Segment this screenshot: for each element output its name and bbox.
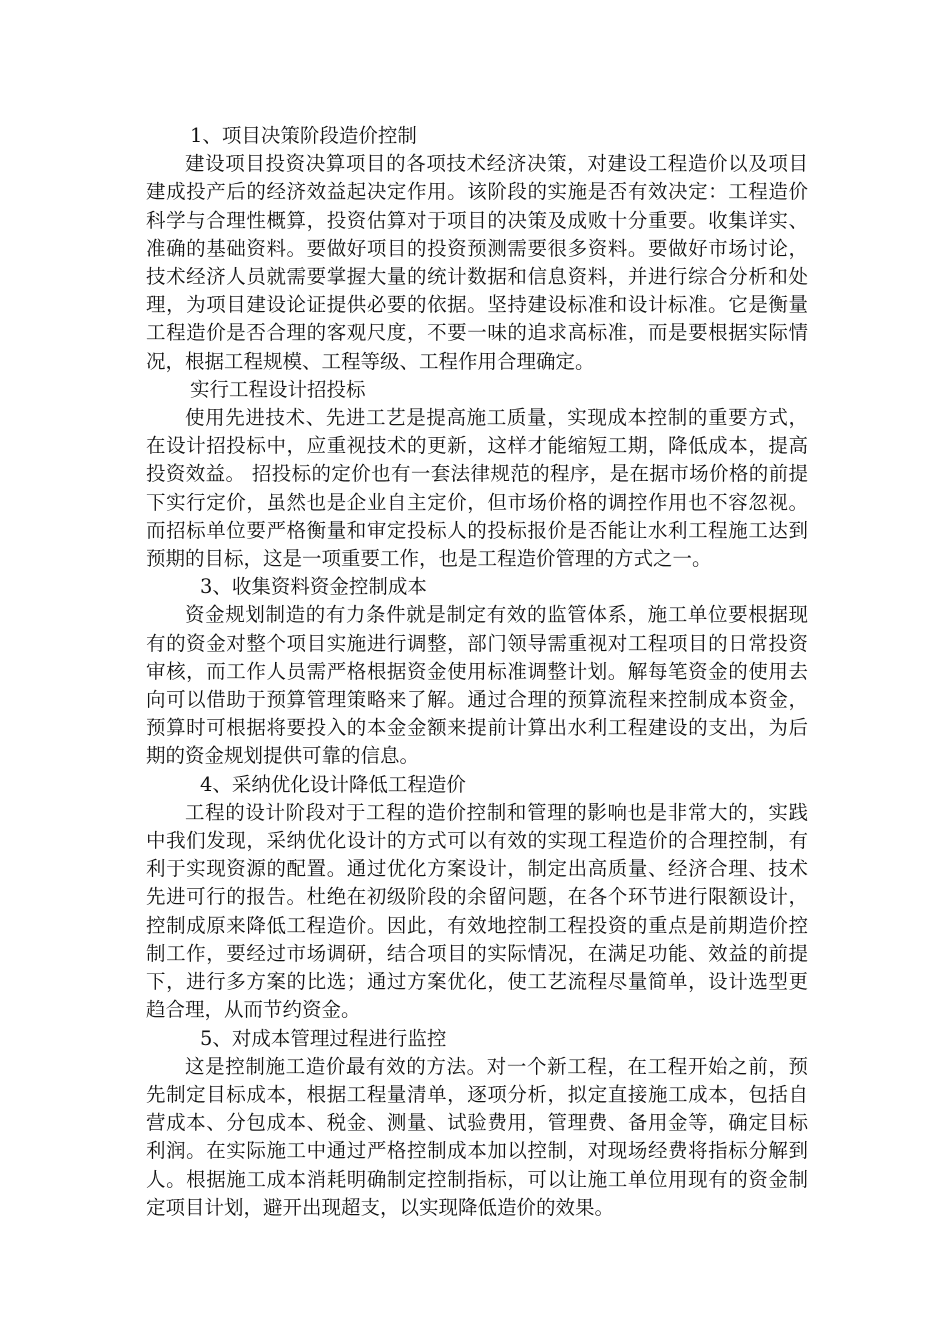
section-paragraph-5: 这是控制施工造价最有效的方法。对一个新工程，在工程开始之前，预先制定目标成本，根据工程量清单，逐项分析，拟定直接施工成本，包括自营成本、分包成本、税金、测量、试验费用，管理费、备用金等，确定目标利润。在实际施工中通过严格控制成本加以控制，对现场经费将指标分解到人。根据施工成本消耗明确制定控制指标，可以让施工单位用现有的资金制定项目计划，避开出现超支，以实现降低造价的效果。 (146, 1054, 808, 1219)
section-heading-3: 3、收集资料资金控制成本 (200, 575, 427, 599)
section-heading-1: 1、项目决策阶段造价控制 (190, 124, 417, 147)
section-heading-4: 4、采纳优化设计降低工程造价 (200, 772, 466, 796)
section-paragraph-4: 工程的设计阶段对于工程的造价控制和管理的影响也是非常大的，实践中我们发现，采纳优化设计的方式可以有效的实现工程造价的合理控制，有利于实现资源的配置。通过优化方案设计，制定出高质量、经济合理、技术先进可行的报告。杜绝在初级阶段的余留问题，在各个环节进行限额设计，控制成原来降低工程造价。因此，有效地控制工程投资的重点是前期造价控制工作，要经过市场调研，结合项目的实际情况，在满足功能、效益的前提下，进行多方案的比选；通过方案优化，使工艺流程尽量简单，设计选型更趋合理，从而节约资金。 (146, 800, 808, 1022)
section-paragraph-3: 资金规划制造的有力条件就是制定有效的监管体系，施工单位要根据现有的资金对整个项目实施进行调整，部门领导需重视对工程项目的日常投资审核，而工作人员需严格根据资金使用标准调整计划。解每笔资金的使用去向可以借助于预算管理策略来了解。通过合理的预算流程来控制成本资金，预算时可根据将要投入的本金金额来提前计算出水利工程建设的支出，为后期的资金规划提供可靠的信息。 (146, 603, 808, 768)
section-paragraph-2: 使用先进技术、先进工艺是提高施工质量，实现成本控制的重要方式，在设计招投标中，应重视技术的更新，这样才能缩短工期，降低成本，提高投资效益。 招投标的定价也有一套法律规范的程序，是在据市场价格的前提下实行定价，虽然也是企业自主定价，但市场价格的调控作用也不容忽视。而招标单位要严格衡量和审定投标人的投标报价是否能让水利工程施工达到预期的目标，这是一项重要工作，也是工程造价管理的方式之一。 (146, 406, 808, 571)
document-body (146, 122, 808, 1222)
section-heading-5: 5、对成本管理过程进行监控 (200, 1026, 447, 1050)
section-paragraph-1: 建设项目投资决算项目的各项技术经济决策，对建设工程造价以及项目建成投产后的经济效益起决定作用。该阶段的实施是否有效决定：工程造价科学与合理性概算，投资估算对于项目的决策及成败十分重要。收集详实、准确的基础资料。要做好项目的投资预测需要很多资料。要做好市场讨论，技术经济人员就需要掌握大量的统计数据和信息资料，并进行综合分析和处理，为项目建设论证提供必要的依据。坚持建设标准和设计标准。它是衡量工程造价是否合理的客观尺度，不要一味的追求高标准，而是要根据实际情况，根据工程规模、工程等级、工程作用合理确定。 (146, 152, 808, 373)
section-heading-2: 实行工程设计招投标 (190, 377, 366, 401)
